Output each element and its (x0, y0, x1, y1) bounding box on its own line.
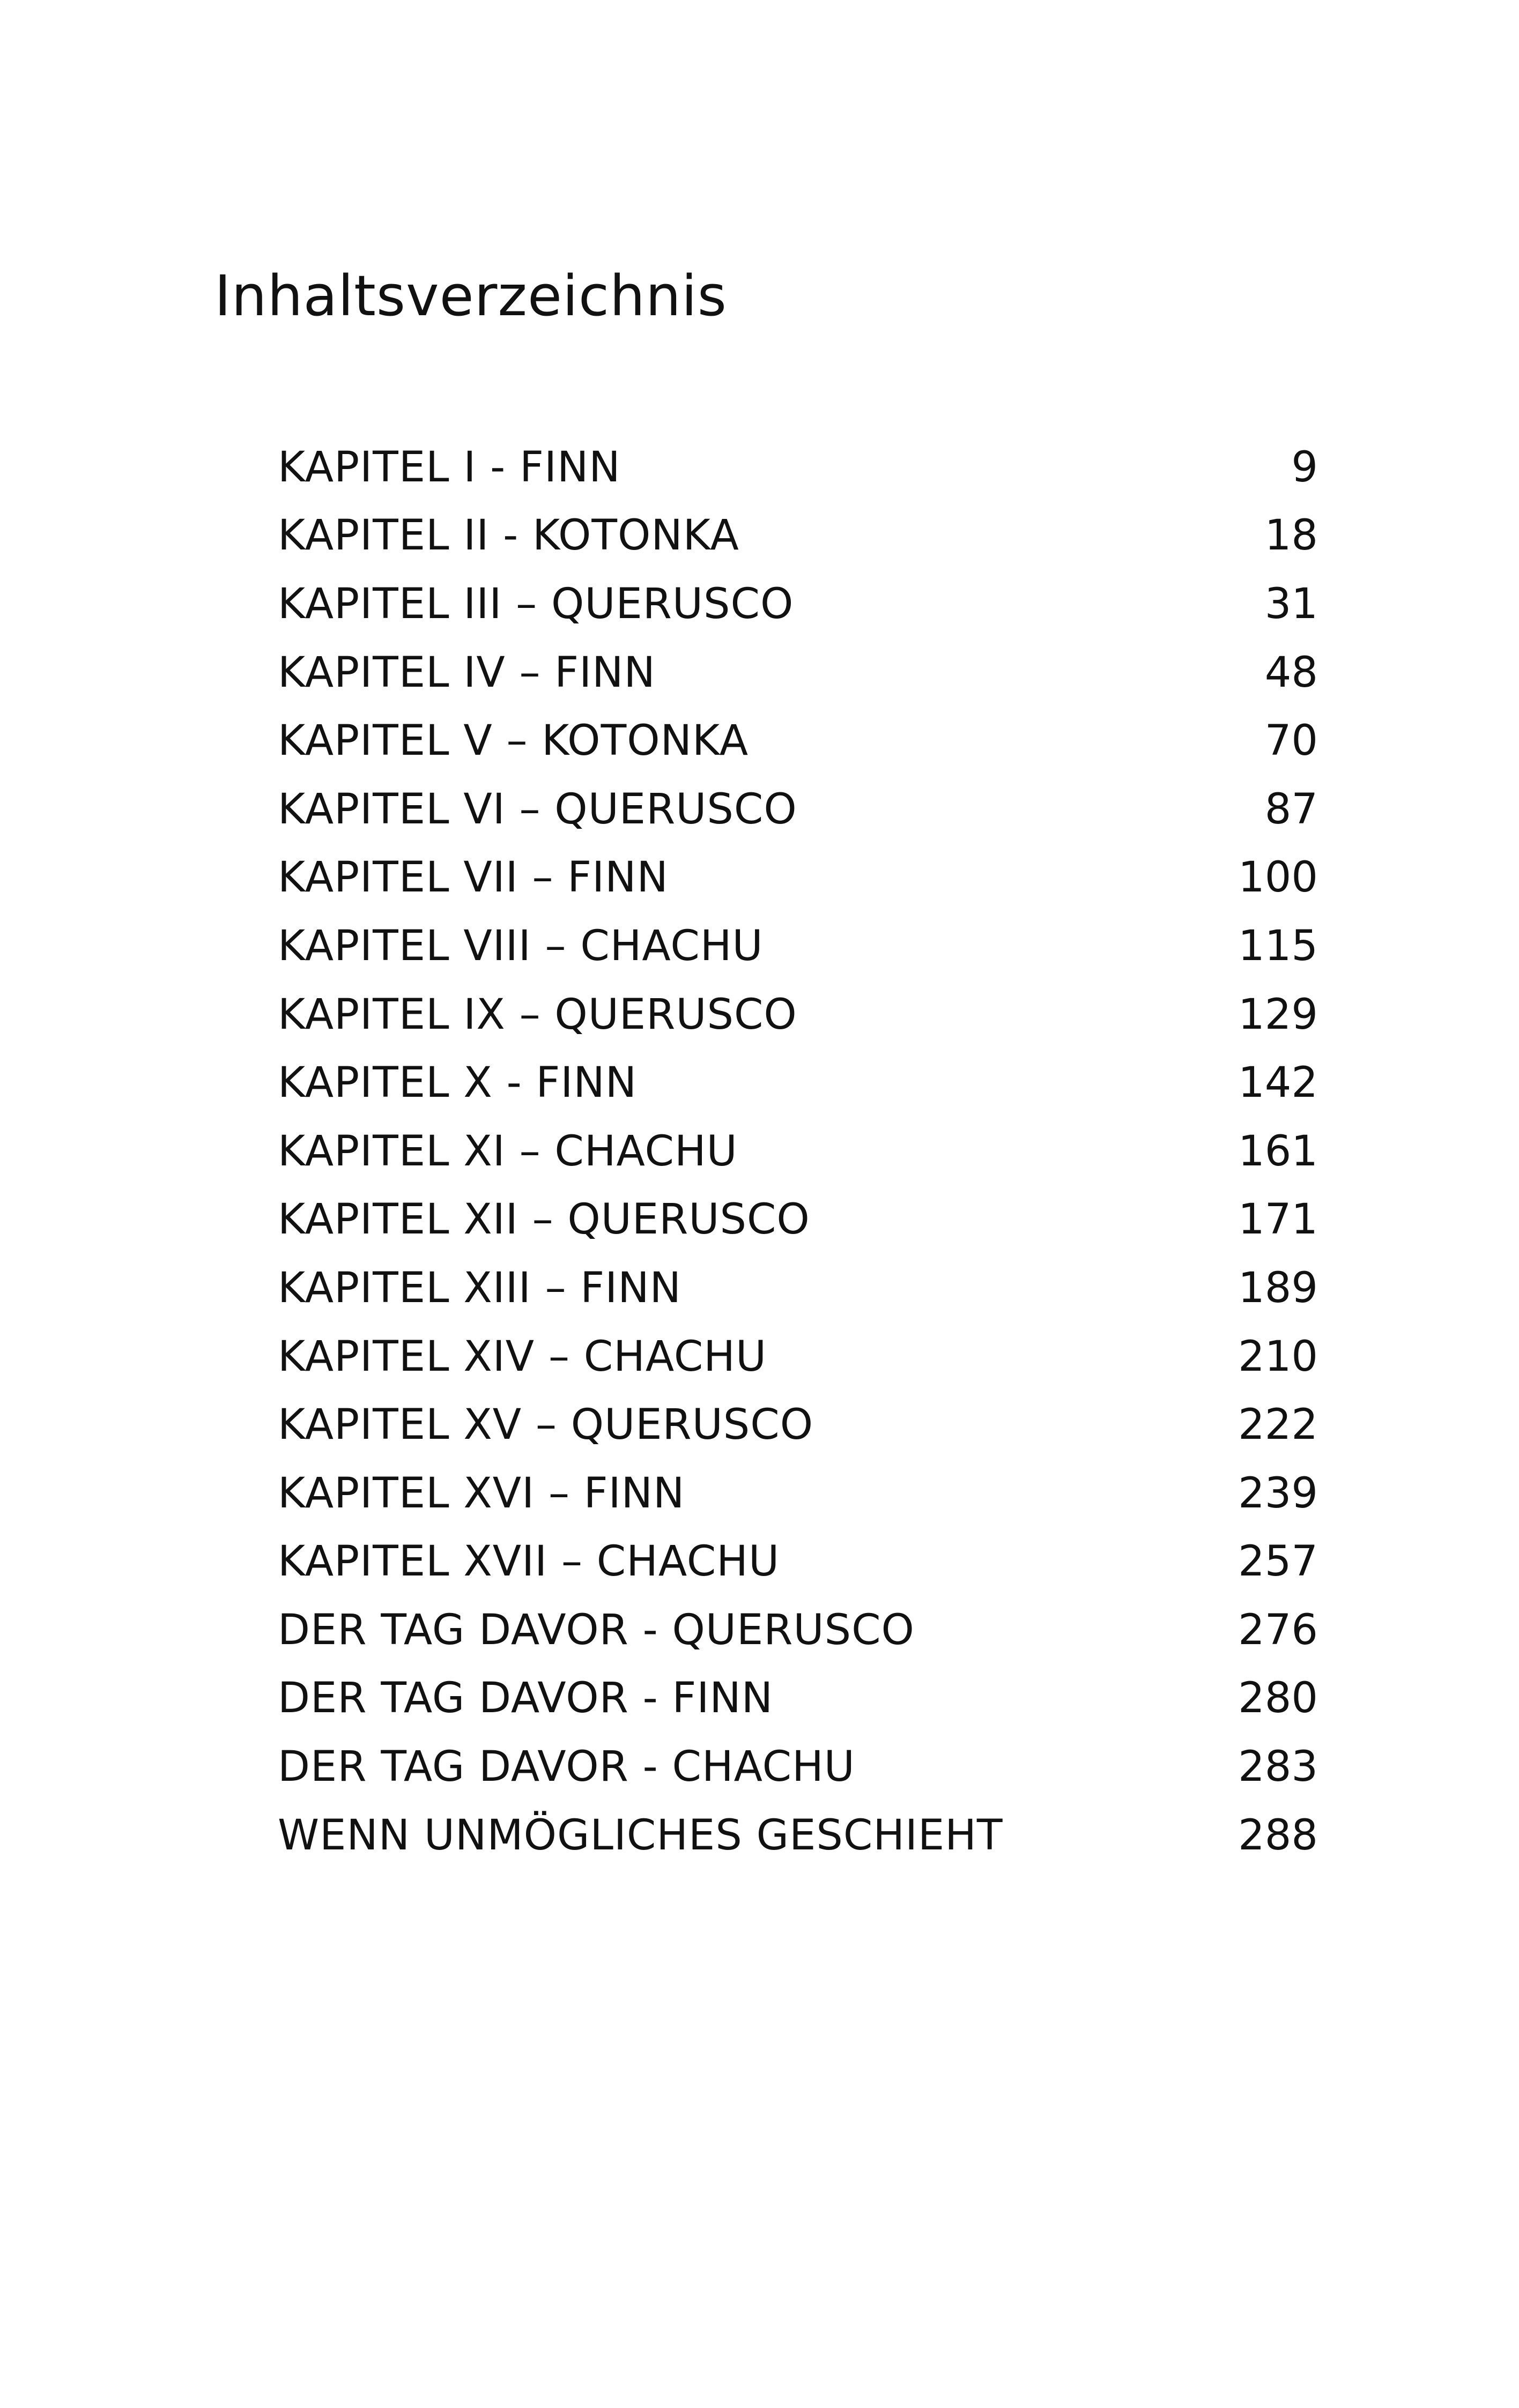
toc-entry-page: 70 (1264, 717, 1318, 765)
toc-entry (278, 1117, 1318, 1186)
toc-entry-page: 210 (1238, 1332, 1318, 1381)
toc-entry (278, 707, 1318, 775)
toc-entry (278, 570, 1318, 638)
toc-entry-page: 87 (1264, 785, 1318, 834)
toc-entry-title: KAPITEL II - KOTONKA (278, 511, 739, 560)
toc-entry (278, 1733, 1318, 1801)
toc-entry-title: KAPITEL XII – QUERUSCO (278, 1195, 810, 1244)
toc-entry-title: KAPITEL XI – CHACHU (278, 1127, 738, 1176)
page-title: Inhaltsverzeichnis (214, 263, 727, 329)
toc-entry (278, 502, 1318, 570)
toc-entry-page: 115 (1238, 921, 1318, 970)
toc-entry-title: KAPITEL VII – FINN (278, 853, 669, 902)
toc-entry-page: 31 (1264, 579, 1318, 628)
toc-entry-page: 129 (1238, 990, 1318, 1039)
toc-entry-page: 161 (1238, 1127, 1318, 1176)
toc-entry (278, 1664, 1318, 1733)
table-of-contents (278, 433, 1318, 1869)
toc-entry (278, 1049, 1318, 1117)
toc-entry-title: KAPITEL VI – QUERUSCO (278, 785, 797, 834)
toc-entry-title: DER TAG DAVOR - QUERUSCO (278, 1606, 915, 1654)
toc-entry-title: KAPITEL XV – QUERUSCO (278, 1401, 814, 1450)
toc-entry-title: KAPITEL XIV – CHACHU (278, 1332, 767, 1381)
toc-entry (278, 1528, 1318, 1596)
toc-entry-title: KAPITEL III – QUERUSCO (278, 579, 794, 628)
toc-entry (278, 1459, 1318, 1528)
toc-entry-title: DER TAG DAVOR - FINN (278, 1674, 774, 1723)
toc-entry-title: WENN UNMÖGLICHES GESCHIEHT (278, 1811, 1003, 1860)
toc-entry-page: 142 (1238, 1059, 1318, 1108)
toc-entry (278, 1801, 1318, 1870)
toc-entry-title: KAPITEL VIII – CHACHU (278, 921, 764, 970)
toc-entry (278, 844, 1318, 912)
toc-entry (278, 638, 1318, 707)
toc-entry-page: 280 (1238, 1674, 1318, 1723)
toc-entry-page: 100 (1238, 853, 1318, 902)
toc-entry-title: KAPITEL XIII – FINN (278, 1264, 681, 1312)
toc-entry-title: KAPITEL V – KOTONKA (278, 717, 749, 765)
toc-entry (278, 1391, 1318, 1459)
toc-entry (278, 1596, 1318, 1664)
toc-entry-page: 222 (1238, 1401, 1318, 1450)
toc-entry-page: 276 (1238, 1606, 1318, 1654)
toc-entry (278, 775, 1318, 844)
toc-entry-page: 283 (1238, 1743, 1318, 1792)
toc-entry (278, 912, 1318, 980)
toc-entry-title: KAPITEL XVII – CHACHU (278, 1537, 780, 1586)
toc-entry-title: KAPITEL I - FINN (278, 443, 621, 492)
toc-entry-page: 18 (1264, 511, 1318, 560)
toc-entry-title: KAPITEL X - FINN (278, 1059, 638, 1108)
toc-entry-page: 288 (1238, 1811, 1318, 1860)
toc-entry-page: 257 (1238, 1537, 1318, 1586)
toc-entry-title: DER TAG DAVOR - CHACHU (278, 1743, 855, 1792)
toc-entry-title: KAPITEL IV – FINN (278, 648, 656, 697)
toc-entry (278, 1322, 1318, 1391)
toc-entry-title: KAPITEL IX – QUERUSCO (278, 990, 797, 1039)
toc-entry (278, 433, 1318, 502)
toc-entry-page: 9 (1291, 443, 1318, 492)
toc-entry-page: 171 (1238, 1195, 1318, 1244)
toc-entry-page: 239 (1238, 1469, 1318, 1518)
toc-entry-title: KAPITEL XVI – FINN (278, 1469, 685, 1518)
toc-entry-page: 189 (1238, 1264, 1318, 1312)
toc-entry (278, 1186, 1318, 1254)
toc-entry (278, 980, 1318, 1049)
toc-entry-page: 48 (1264, 648, 1318, 697)
toc-entry (278, 1254, 1318, 1322)
